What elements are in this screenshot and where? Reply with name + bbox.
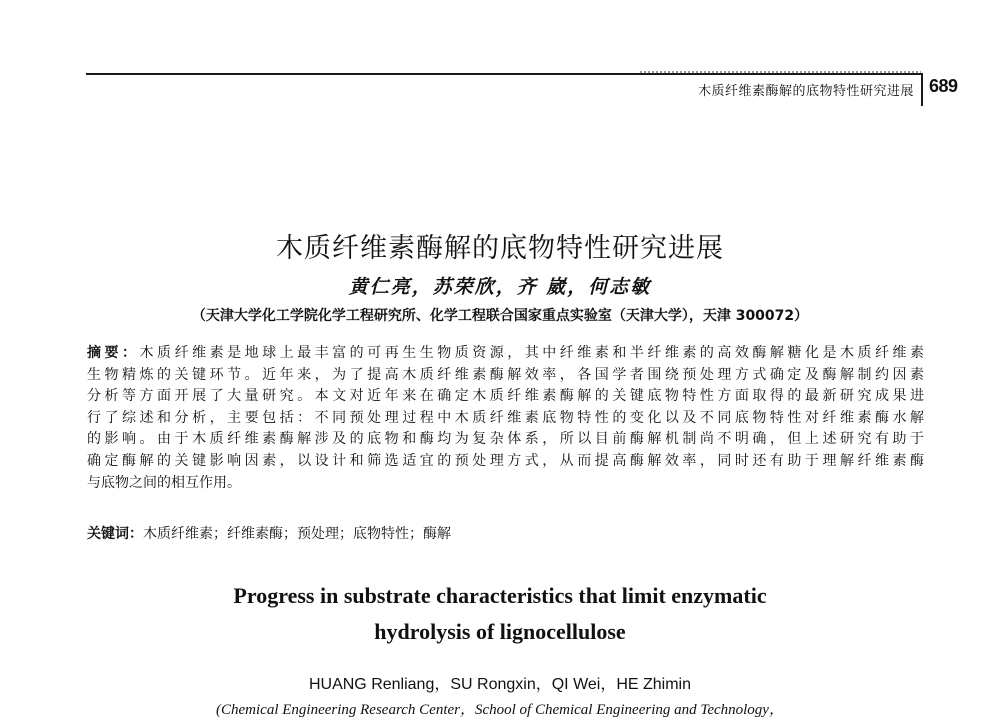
abstract [87,343,924,494]
affiliation-en: (Chemical Engineering Research Center，School of Chemical Engineering and Technology， [216,702,784,718]
paper-title-cn: 木质纤维素酶解的底物特性研究进展 [276,233,724,264]
affiliation-cn: （天津大学化工学院化学工程研究所、化学工程联合国家重点实验室（天津大学），天津 300072） [191,308,809,324]
abstract-line-text: 木质纤维素是地球上最丰富的可再生生物质资源，其中纤维素和半纤维素的高效酶解糖化是木质纤维素 [139,345,924,361]
abstract-line: 生物精炼的关键环节。近年来，为了提高木质纤维素酶解效率，各国学者围绕预处理方式确定及酶解制约因素 [87,366,924,383]
abstract-line: 确定酶解的关键影响因素，以设计和筛选适宜的预处理方式，从而提高酶解效率，同时还有助于理解纤维素酶 [87,452,924,469]
abstract-line: 的影响。由于木质纤维素酶解涉及的底物和酶均为复杂体系，所以目前酶解机制尚不明确，但上述研究有助于 [87,431,924,448]
paper-title-en-line1: Progress in substrate characteristics that limit enzymatic [233,583,767,608]
paper-title-en-line2: hydrolysis of lignocellulose [374,619,626,644]
authors-en: HUANG Renliang，SU Rongxin，QI Wei，HE Zhimin [308,676,692,693]
keywords-text: 木质纤维素；纤维素酶；预处理；底物特性；酶解 [143,526,451,542]
header-separator [921,73,923,106]
header-rule-texture [640,71,921,73]
running-title: 木质纤维素酶解的底物特性研究进展 [697,84,914,99]
page-number: 689 [929,76,958,96]
authors-cn: 黄仁亮，苏荣欣，齐 崴，何志敏 [348,276,652,298]
abstract-line: 与底物之间的相互作用。 [87,474,241,491]
abstract-line [87,343,924,365]
paper-title-en [0,578,1000,650]
abstract-line: 分析等方面开展了大量研究。本文对近年来在确定木质纤维素酶解的关键底物特性方面取得的最新研究成果进 [87,388,924,405]
header-rule [86,73,921,75]
keywords-label: 关键词： [87,526,143,542]
abstract-line: 行了综述和分析，主要包括：不同预处理过程中木质纤维素底物特性的变化以及不同底物特性对纤维素酶水解 [87,409,924,426]
abstract-label: 摘要： [87,345,140,361]
keywords [87,523,451,543]
